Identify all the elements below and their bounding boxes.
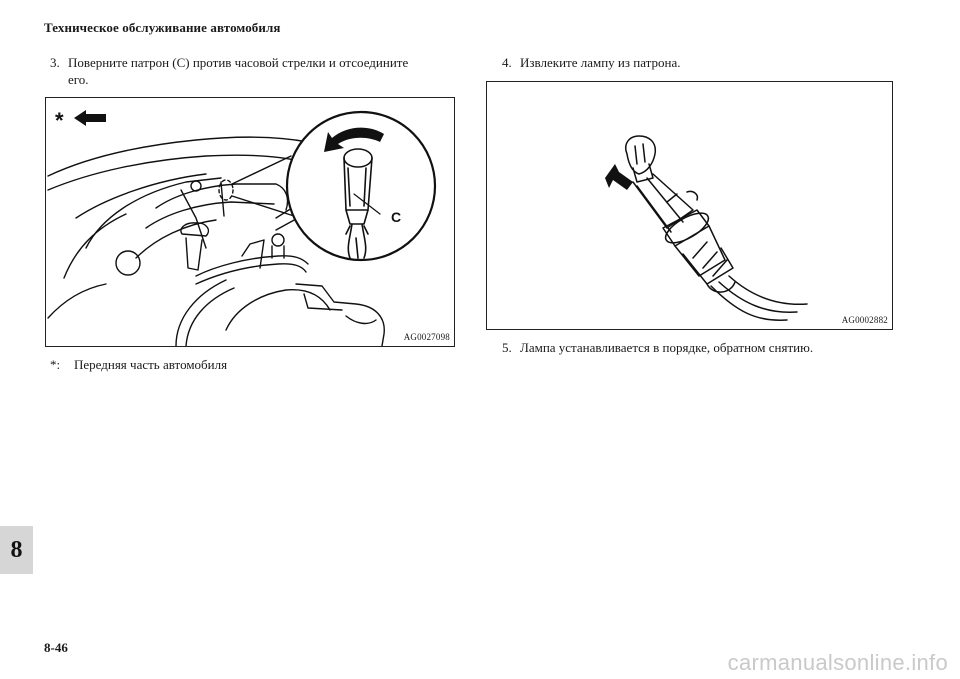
step-3-number: 3. <box>50 55 60 70</box>
page-number: 8-46 <box>44 640 68 655</box>
step-4-label: Извлеките лампу из патрона. <box>520 55 681 70</box>
figure-code-right: AG0002882 <box>841 315 888 325</box>
footnote-marker: *: <box>50 357 61 372</box>
front-direction-arrow-icon <box>74 110 106 126</box>
step-3-text <box>50 54 450 88</box>
step-4-text <box>502 54 902 71</box>
step-5-text <box>502 339 902 356</box>
headlight-socket-illustration <box>46 98 454 346</box>
bulb-socket-illustration <box>487 82 892 329</box>
step-5-number: 5. <box>502 340 512 355</box>
step-3-line2: его. <box>68 72 89 87</box>
step-4-number: 4. <box>502 55 512 70</box>
step-3-line1: Поверните патрон (C) против часовой стрелки и отсоедините <box>68 55 409 70</box>
footnote <box>50 357 227 373</box>
pull-out-arrow-icon <box>605 164 633 190</box>
chapter-tab <box>0 526 33 574</box>
watermark: carmanualsonline.info <box>727 650 948 675</box>
step-5-label: Лампа устанавливается в порядке, обратном снятию. <box>520 340 814 355</box>
callout-label-c: C <box>391 209 402 225</box>
figure-code-left: AG0027098 <box>403 332 450 342</box>
footnote-text: Передняя часть автомобиля <box>74 357 228 372</box>
chapter-number: 8 <box>10 536 23 563</box>
figure-bulb-removal <box>486 81 893 330</box>
page-header-title: Техническое обслуживание автомобиля <box>44 20 281 35</box>
front-asterisk: * <box>55 108 64 133</box>
figure-socket-removal <box>45 97 455 347</box>
